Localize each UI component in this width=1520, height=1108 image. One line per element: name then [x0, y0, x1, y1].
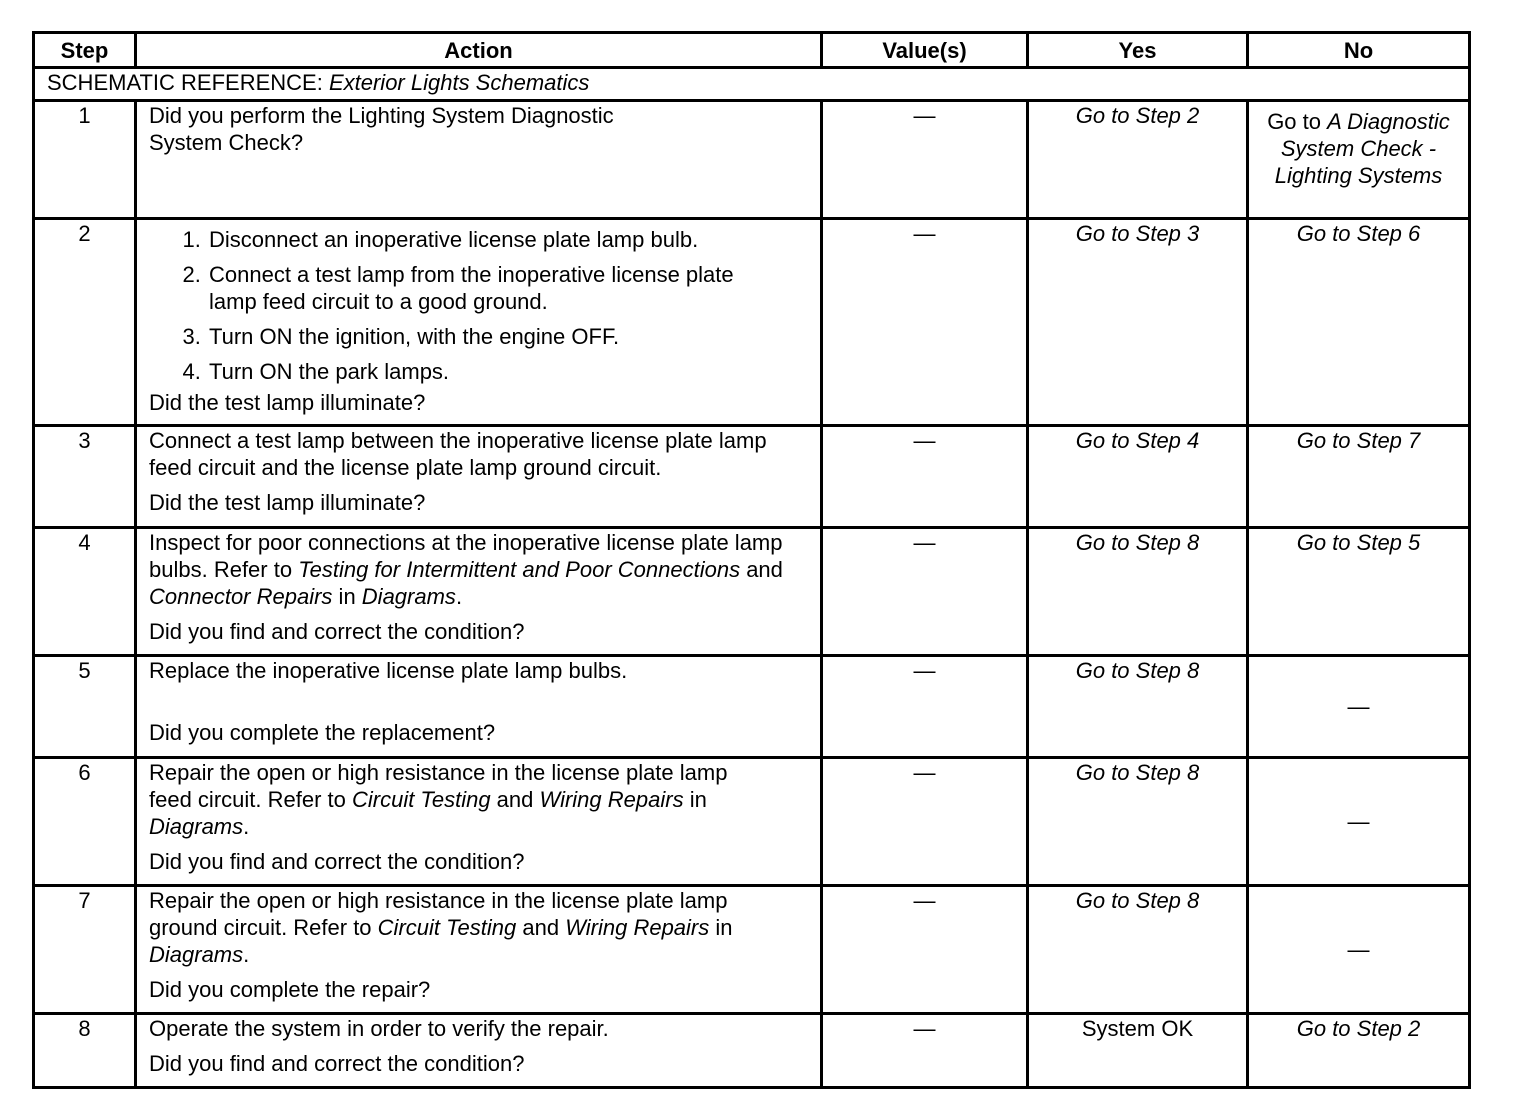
value-cell: — [822, 219, 1028, 426]
list-item: 4. Turn ON the park lamps. [207, 358, 808, 385]
question-text: Did you complete the repair? [149, 977, 431, 1002]
action-text: Repair the open or high resistance in the license plate lamp feed circuit. Refer to Circuit Testing and Wiring Repairs in Diagrams. [149, 760, 728, 839]
table-row [34, 758, 1470, 886]
value-cell: — [822, 1014, 1028, 1088]
reference-link[interactable]: Diagrams [149, 814, 244, 839]
table-row [34, 528, 1470, 656]
schematic-reference [34, 68, 1470, 101]
action-cell [136, 1014, 822, 1088]
step-number: 7 [34, 886, 136, 1014]
schematic-reference-row [34, 68, 1470, 101]
value-cell: — [822, 528, 1028, 656]
action-text: Did you perform the Lighting System Diagnostic System Check? [149, 103, 614, 155]
step-number: 1 [34, 101, 136, 219]
action-text: Replace the inoperative license plate lamp bulbs. [149, 658, 628, 683]
question-text: Did you find and correct the condition? [149, 849, 525, 874]
value-cell: — [822, 758, 1028, 886]
no-cell[interactable]: Go to Step 2 [1248, 1014, 1470, 1088]
diagnostic-table [32, 31, 1471, 1089]
step-number: 8 [34, 1014, 136, 1088]
step-number: 5 [34, 656, 136, 758]
yes-cell: System OK [1028, 1014, 1248, 1088]
reference-link[interactable]: Diagrams [361, 584, 456, 609]
reference-link[interactable]: Testing for Intermittent and Poor Connections [298, 557, 741, 582]
reference-link[interactable]: Wiring Repairs [565, 915, 710, 940]
question-text: Did the test lamp illuminate? [149, 390, 426, 415]
no-cell[interactable]: Go to Step 6 [1248, 219, 1470, 426]
procedure-list [149, 226, 808, 385]
header-no: No [1248, 33, 1470, 68]
reference-link[interactable]: Circuit Testing [377, 915, 517, 940]
header-step: Step [34, 33, 136, 68]
table-row [34, 1014, 1470, 1088]
yes-cell[interactable]: Go to Step 8 [1028, 656, 1248, 758]
table-row [34, 101, 1470, 219]
value-cell: — [822, 886, 1028, 1014]
list-item: 3. Turn ON the ignition, with the engine OFF. [207, 323, 808, 350]
action-text: Operate the system in order to verify the repair. [149, 1016, 609, 1041]
yes-cell[interactable]: Go to Step 8 [1028, 886, 1248, 1014]
action-cell [136, 656, 822, 758]
action-text: Inspect for poor connections at the inoperative license plate lamp bulbs. Refer to Testing for Intermittent and Poor Connections and Connector Repairs in Diagrams. [149, 530, 783, 609]
value-cell: — [822, 426, 1028, 528]
reference-link[interactable]: Circuit Testing [351, 787, 491, 812]
question-text: Did you find and correct the condition? [149, 1051, 525, 1076]
reference-link[interactable]: Connector Repairs [149, 584, 333, 609]
no-cell: — [1248, 656, 1470, 758]
list-item: 2. Connect a test lamp from the inoperative license plate lamp feed circuit to a good ground. [207, 261, 808, 315]
reference-link[interactable]: Wiring Repairs [539, 787, 684, 812]
schematic-reference-label: SCHEMATIC REFERENCE: [47, 70, 329, 95]
table-row [34, 656, 1470, 758]
table-row [34, 886, 1470, 1014]
yes-cell[interactable]: Go to Step 2 [1028, 101, 1248, 219]
yes-cell[interactable]: Go to Step 8 [1028, 528, 1248, 656]
reference-link[interactable]: Diagrams [149, 942, 244, 967]
question-text: Did you complete the replacement? [149, 720, 496, 745]
question-text: Did you find and correct the condition? [149, 619, 525, 644]
no-link[interactable]: A Diagnostic System Check - Lighting Systems [1274, 109, 1450, 188]
action-cell [136, 886, 822, 1014]
header-values: Value(s) [822, 33, 1028, 68]
action-cell [136, 426, 822, 528]
schematic-reference-link[interactable]: Exterior Lights Schematics [328, 70, 590, 95]
no-cell: — [1248, 758, 1470, 886]
list-item: 1. Disconnect an inoperative license plate lamp bulb. [207, 226, 808, 253]
action-cell [136, 528, 822, 656]
action-text: Connect a test lamp between the inoperative license plate lamp feed circuit and the license plate lamp ground circuit. [149, 428, 767, 480]
table-row [34, 219, 1470, 426]
step-number: 4 [34, 528, 136, 656]
no-cell[interactable]: Go to Step 5 [1248, 528, 1470, 656]
value-cell: — [822, 656, 1028, 758]
table-row [34, 426, 1470, 528]
header-row [34, 33, 1470, 68]
no-prefix: Go to [1267, 109, 1328, 134]
no-cell[interactable] [1248, 101, 1470, 219]
value-cell: — [822, 101, 1028, 219]
question-text: Did the test lamp illuminate? [149, 490, 426, 515]
yes-cell[interactable]: Go to Step 4 [1028, 426, 1248, 528]
action-cell [136, 219, 822, 426]
header-action: Action [136, 33, 822, 68]
header-yes: Yes [1028, 33, 1248, 68]
yes-cell[interactable]: Go to Step 3 [1028, 219, 1248, 426]
action-text: Repair the open or high resistance in the license plate lamp ground circuit. Refer to Circuit Testing and Wiring Repairs in Diagrams. [149, 888, 733, 967]
no-cell: — [1248, 886, 1470, 1014]
yes-cell[interactable]: Go to Step 8 [1028, 758, 1248, 886]
action-cell [136, 101, 822, 219]
no-cell[interactable]: Go to Step 7 [1248, 426, 1470, 528]
step-number: 3 [34, 426, 136, 528]
step-number: 6 [34, 758, 136, 886]
action-cell [136, 758, 822, 886]
step-number: 2 [34, 219, 136, 426]
